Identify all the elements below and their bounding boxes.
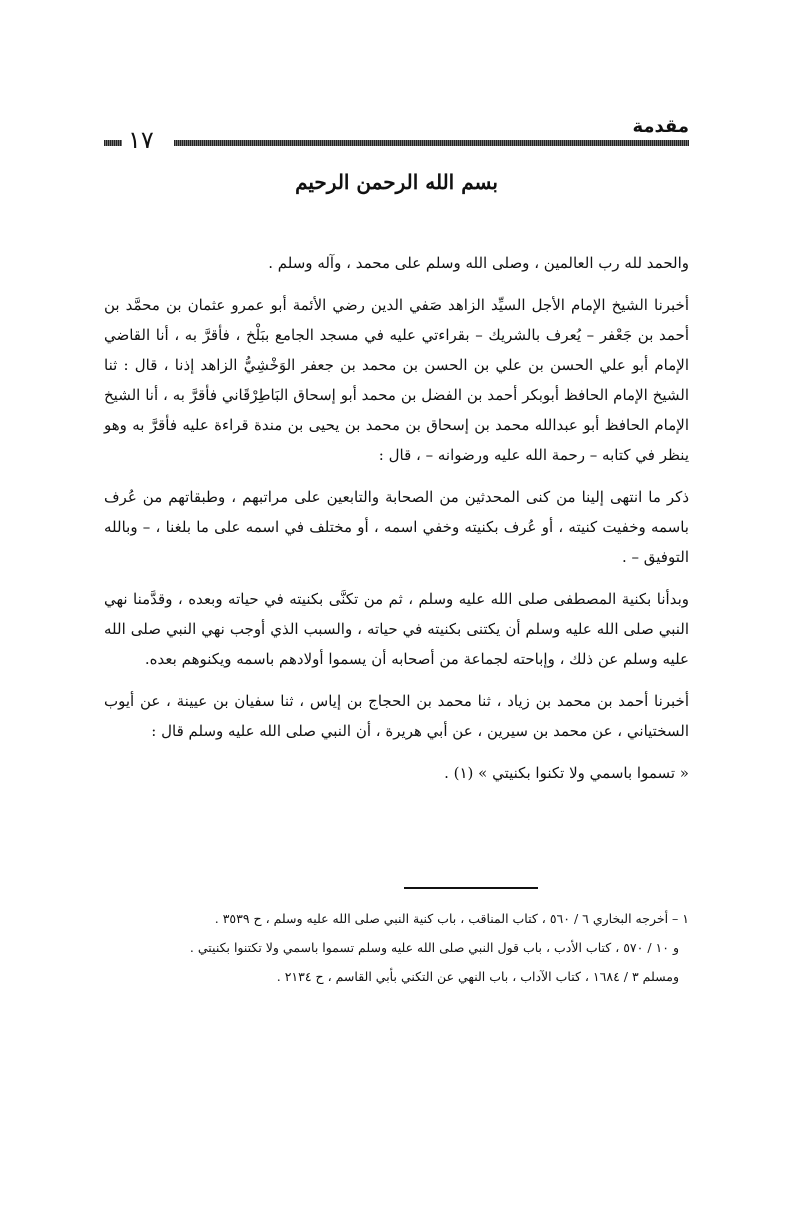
paragraph: أخبرنا الشيخ الإمام الأجل السيِّد الزاهد صَفي الدين رضي الأئمة أبو عمرو عثمان بن محمَّد بن أحمد بن جَعْفر – يُعرف بالشريك – بقراءتي عليه في مسجد الجامع ببَلْخ ، فأقرَّ به ، أنا القاضي الإمام أبو علي الحسن بن علي بن الحسن بن محمد بن جعفر الوَخْشِيُّ الزاهد إذنا ، قال : ثنا الشيخ الإمام الحافظ أبوبكر أحمد بن الفضل بن محمد أبو إسحاق البَاطِرْقَاني فأقرَّ به ، أنا الشيخ الإمام الحافظ أبو عبدالله محمد بن إسحاق بن محمد بن يحيى بن مندة قراءة عليه فأقرَّ به وهو ينظر في كتابه – رحمة الله عليه ورضوانه – ، قال : xyxy=(104,296,689,464)
header-rule-left xyxy=(104,140,122,146)
hadith-quote: « تسموا باسمي ولا تكنوا بكنيتي » (١) . xyxy=(444,764,689,782)
header-rule xyxy=(174,140,689,146)
main-text xyxy=(104,248,689,800)
footnotes xyxy=(104,904,689,991)
footnote-separator xyxy=(404,887,538,889)
running-header xyxy=(104,116,689,154)
paragraph: والحمد لله رب العالمين ، وصلى الله وسلم على محمد ، وآله وسلم . xyxy=(268,254,689,272)
paragraph: أخبرنا أحمد بن محمد بن زياد ، ثنا محمد بن الحجاج بن إياس ، ثنا سفيان بن عيينة ، عن أيوب السختياني ، عن محمد بن سيرين ، عن أبي هريرة ، أن النبي صلى الله عليه وسلم قال : xyxy=(104,692,689,740)
paragraph: ذكر ما انتهى إلينا من كنى المحدثين من الصحابة والتابعين على مراتبهم ، وطبقاتهم من عُرف باسمه وخفيت كنيته ، أو عُرف بكنيته وخفي اسمه ، أو مختلف في اسمه على ما بلغنا ، – وبالله التوفيق – . xyxy=(104,488,689,566)
footnote-line: ومسلم ٣ / ١٦٨٤ ، كتاب الآداب ، باب النهي عن التكني بأبي القاسم ، ح ٢١٣٤ . xyxy=(276,969,679,984)
paragraph: وبدأنا بكنية المصطفى صلى الله عليه وسلم ، ثم من تكنَّى بكنيته في حياته وبعده ، وقدَّمنا نهي النبي صلى الله عليه وسلم أن يكتنى بكنيته في حياته ، والسبب الذي أوجب نهي النبي صلى الله عليه وسلم عن ذلك ، وإباحته لجماعة من أصحابه أن يسموا أولادهم باسمه ويكنوهم بعده. xyxy=(104,590,689,668)
footnote-line: و ١٠ / ٥٧٠ ، كتاب الأدب ، باب قول النبي صلى الله عليه وسلم تسموا باسمي ولا تكتنوا بكنيتي . xyxy=(189,940,679,955)
page-number: ١٧ xyxy=(128,126,154,154)
footnote-line: ١ – أخرجه البخاري ٦ / ٥٦٠ ، كتاب المناقب ، باب كنية النبي صلى الله عليه وسلم ، ح ٣٥٣٩ . xyxy=(214,911,689,926)
chapter-title: مقدمة xyxy=(632,116,689,137)
basmala-heading: بسم الله الرحمن الرحيم xyxy=(295,170,498,194)
